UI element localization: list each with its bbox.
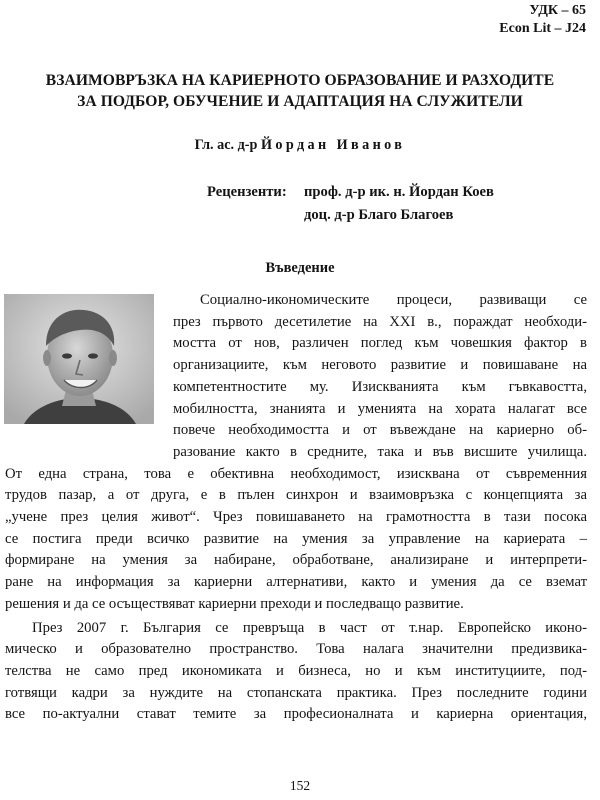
paragraph-2-line: През 2007 г. България се превръща в част от т.нар. Европейско иконо- — [32, 619, 587, 636]
paragraph-1-line: разование както в средните, така и във висшите училища. — [173, 443, 587, 460]
udc-code: УДК – 65 — [529, 3, 586, 18]
paragraph-1-line: От една страна, това е обективна необходимост, изисквана от съвременния — [5, 465, 587, 482]
paragraph-1-line: трудов пазар, а от друга, е в пълен синхрон и взаимовръзка с концепцията за — [5, 487, 587, 504]
classification-codes — [499, 2, 586, 38]
paragraph-2-line: все по-актуални стават темите за професионалната и кариерна ориентация, — [5, 706, 587, 723]
paragraph-1-line: ране на информация за кариерни алтернативи, както и умения да се вземат — [5, 574, 587, 591]
paragraph-1-line: Социално-икономическите процеси, развиващи се — [200, 292, 587, 308]
jel-code: Econ Lit – J24 — [499, 21, 586, 36]
section-heading: Въведение — [265, 260, 335, 276]
title-line-2: ЗА ПОДБОР, ОБУЧЕНИЕ И АДАПТАЦИЯ НА СЛУЖИТЕЛИ — [77, 93, 523, 110]
reviewer-1: проф. д-р ик. н. Йордан Коев — [304, 184, 494, 200]
article-title — [30, 70, 570, 112]
paragraph-1-line: мостта от нов, различен поглед към човешкия фактор в — [173, 335, 587, 352]
paragraph-1-line: решения и да се осъществяват кариерни преходи и последващо развитие. — [5, 595, 464, 612]
paragraph-1-line: се постига преди всичко развитие на умения за управление на кариерата – — [5, 530, 587, 547]
paragraph-1-line: през първото десетилетие на XXI в., пораждат необходи- — [173, 313, 587, 330]
paragraph-2-line: готвящи кадри за нуждите на стопанската практика. През последните години — [5, 684, 587, 701]
reviewer-2: доц. д-р Благо Благоев — [304, 207, 454, 223]
paragraph-1-line: повече необходимостта и от въвеждане на кариерно об- — [173, 422, 587, 439]
author-line — [0, 137, 600, 154]
author-name: Йордан Иванов — [260, 137, 406, 153]
paragraph-2-line: мическо и образователно пространство. Това налага значителни предизвика- — [5, 641, 587, 658]
reviewers-label: Рецензенти: — [207, 184, 287, 200]
author-title: Гл. ас. д-р — [194, 137, 258, 153]
title-line-1: ВЗАИМОВРЪЗКА НА КАРИЕРНОТО ОБРАЗОВАНИЕ И РАЗХОДИТЕ — [45, 72, 555, 89]
paragraph-1-line: мобилността, знанията и уменията на хората налагат все — [173, 400, 587, 417]
paragraph-1-line: формиране на умения за набиране, обработване, анализиране и интерпрети- — [5, 552, 587, 569]
reviewers-block — [207, 181, 494, 227]
page-number: 152 — [289, 778, 311, 793]
article-body — [5, 290, 587, 726]
paragraph-1-line: „учене през целия живот“. Чрез повишаването на грамотността в тази посока — [5, 509, 587, 526]
paragraph-2-line: телства не само пред икономиката и бизнеса, но и към институциите, под- — [5, 662, 587, 679]
paragraph-1-line: организациите, към неговото развитие и повишаване на — [173, 357, 587, 374]
paragraph-1-line: компетентностите му. Изискванията към гъвкавостта, — [173, 378, 587, 395]
